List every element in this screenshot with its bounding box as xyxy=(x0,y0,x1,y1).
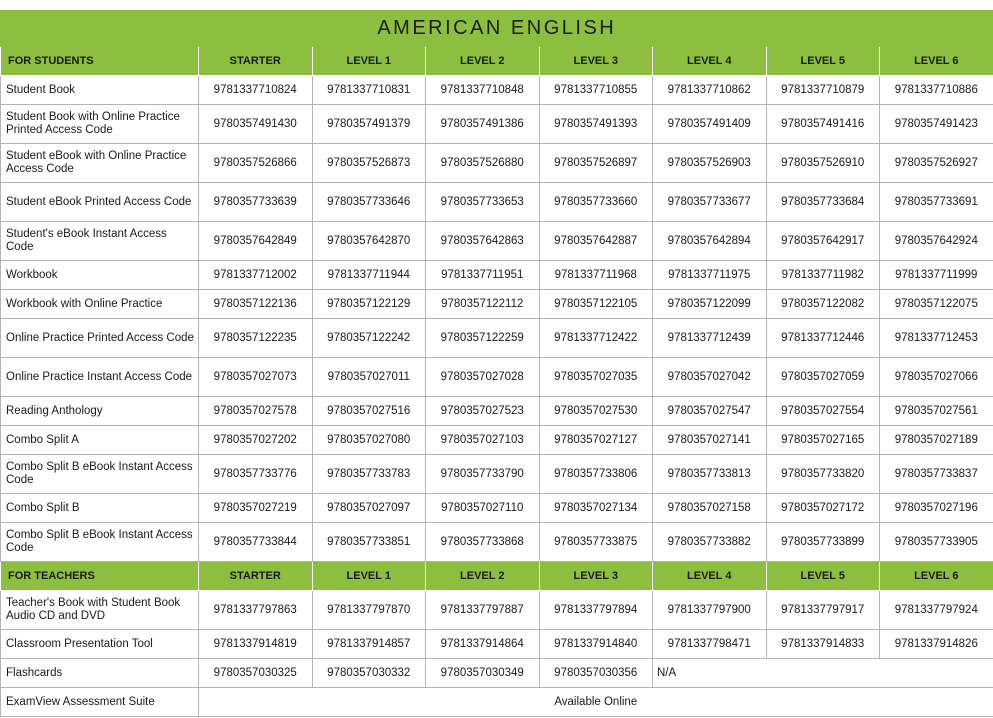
isbn-cell: 9780357030332 xyxy=(312,659,426,688)
isbn-cell: 9780357027578 xyxy=(199,397,313,426)
row-label: Reading Anthology xyxy=(1,397,199,426)
isbn-cell: 9780357030325 xyxy=(199,659,313,688)
isbn-cell: 9780357027141 xyxy=(653,426,767,455)
isbn-cell: 9780357491416 xyxy=(766,105,880,144)
isbn-cell: 9780357027080 xyxy=(312,426,426,455)
isbn-cell: 9780357027097 xyxy=(312,494,426,523)
isbn-cell: 9781337710879 xyxy=(766,76,880,105)
isbn-cell: 9780357733783 xyxy=(312,455,426,494)
isbn-cell: 9781337914833 xyxy=(766,630,880,659)
isbn-cell: 9780357733820 xyxy=(766,455,880,494)
isbn-cell: 9780357733653 xyxy=(426,183,540,222)
isbn-cell: 9780357733868 xyxy=(426,523,540,562)
table-row xyxy=(1,591,993,630)
isbn-cell: 9780357027110 xyxy=(426,494,540,523)
isbn-cell: 9780357491393 xyxy=(539,105,653,144)
isbn-cell: 9781337712453 xyxy=(880,319,993,358)
isbn-table-container xyxy=(0,10,993,717)
isbn-cell: 9781337797894 xyxy=(539,591,653,630)
availability-cell: Available Online xyxy=(199,688,993,717)
column-header: STARTER xyxy=(199,47,313,76)
isbn-cell: 9780357027523 xyxy=(426,397,540,426)
row-label: Student's eBook Instant Access Code xyxy=(1,222,199,261)
isbn-cell: 9780357122235 xyxy=(199,319,313,358)
isbn-cell: 9780357027202 xyxy=(199,426,313,455)
column-header: LEVEL 2 xyxy=(426,47,540,76)
column-header: LEVEL 2 xyxy=(426,562,540,591)
isbn-cell: 9781337914857 xyxy=(312,630,426,659)
table-row xyxy=(1,261,993,290)
isbn-cell: 9780357642870 xyxy=(312,222,426,261)
isbn-cell: 9781337710848 xyxy=(426,76,540,105)
isbn-cell: 9781337797917 xyxy=(766,591,880,630)
table-row xyxy=(1,688,993,717)
table-row xyxy=(1,358,993,397)
isbn-cell: 9780357122112 xyxy=(426,290,540,319)
row-label: Online Practice Instant Access Code xyxy=(1,358,199,397)
isbn-cell: 9781337914840 xyxy=(539,630,653,659)
table-row xyxy=(1,290,993,319)
isbn-cell: 9780357733660 xyxy=(539,183,653,222)
isbn-cell: 9781337711975 xyxy=(653,261,767,290)
isbn-cell: 9780357030349 xyxy=(426,659,540,688)
isbn-cell: 9780357027103 xyxy=(426,426,540,455)
row-label: Combo Split B eBook Instant Access Code xyxy=(1,523,199,562)
isbn-cell: 9780357122082 xyxy=(766,290,880,319)
row-label: Student eBook Printed Access Code xyxy=(1,183,199,222)
isbn-cell: 9780357027196 xyxy=(880,494,993,523)
isbn-cell: 9781337710831 xyxy=(312,76,426,105)
isbn-cell: 9780357491386 xyxy=(426,105,540,144)
isbn-cell: 9780357733813 xyxy=(653,455,767,494)
isbn-cell: 9780357642894 xyxy=(653,222,767,261)
isbn-cell: 9781337798471 xyxy=(653,630,767,659)
isbn-cell: 9781337914819 xyxy=(199,630,313,659)
isbn-cell: 9780357733875 xyxy=(539,523,653,562)
isbn-cell: 9780357733646 xyxy=(312,183,426,222)
row-label: Student Book xyxy=(1,76,199,105)
isbn-cell: 9780357733639 xyxy=(199,183,313,222)
column-header: LEVEL 5 xyxy=(766,562,880,591)
isbn-cell: 9780357526866 xyxy=(199,144,313,183)
table-row xyxy=(1,455,993,494)
isbn-cell: 9780357027066 xyxy=(880,358,993,397)
isbn-cell: 9780357122136 xyxy=(199,290,313,319)
isbn-cell: 9780357733851 xyxy=(312,523,426,562)
row-label: Student eBook with Online Practice Access Code xyxy=(1,144,199,183)
isbn-cell: 9780357027516 xyxy=(312,397,426,426)
column-header: LEVEL 1 xyxy=(312,47,426,76)
isbn-cell: 9781337914826 xyxy=(880,630,993,659)
column-header: LEVEL 4 xyxy=(653,47,767,76)
isbn-cell: 9781337797924 xyxy=(880,591,993,630)
isbn-cell: 9781337710855 xyxy=(539,76,653,105)
column-header: LEVEL 5 xyxy=(766,47,880,76)
isbn-cell: 9780357733691 xyxy=(880,183,993,222)
row-label: Combo Split A xyxy=(1,426,199,455)
row-label: Combo Split B xyxy=(1,494,199,523)
isbn-cell: 9780357122075 xyxy=(880,290,993,319)
row-label: Flashcards xyxy=(1,659,199,688)
isbn-cell: 9781337797870 xyxy=(312,591,426,630)
isbn-cell: 9781337711968 xyxy=(539,261,653,290)
isbn-cell: 9780357027189 xyxy=(880,426,993,455)
isbn-cell: 9780357733684 xyxy=(766,183,880,222)
isbn-cell: 9780357027158 xyxy=(653,494,767,523)
isbn-cell: 9780357733882 xyxy=(653,523,767,562)
row-label: Teacher's Book with Student Book Audio CD and DVD xyxy=(1,591,199,630)
isbn-cell: 9781337711982 xyxy=(766,261,880,290)
isbn-cell: 9780357526910 xyxy=(766,144,880,183)
column-header: LEVEL 4 xyxy=(653,562,767,591)
isbn-cell: 9780357733844 xyxy=(199,523,313,562)
isbn-cell: 9780357027134 xyxy=(539,494,653,523)
column-header: LEVEL 3 xyxy=(539,562,653,591)
not-available-cell: N/A xyxy=(653,659,993,688)
isbn-cell: 9780357642924 xyxy=(880,222,993,261)
isbn-cell: 9781337712002 xyxy=(199,261,313,290)
isbn-cell: 9781337711999 xyxy=(880,261,993,290)
row-label: Student Book with Online Practice Printed Access Code xyxy=(1,105,199,144)
isbn-cell: 9780357122105 xyxy=(539,290,653,319)
table-row xyxy=(1,222,993,261)
isbn-cell: 9780357526903 xyxy=(653,144,767,183)
table-row xyxy=(1,76,993,105)
isbn-cell: 9780357642917 xyxy=(766,222,880,261)
isbn-cell: 9780357491423 xyxy=(880,105,993,144)
isbn-cell: 9781337711944 xyxy=(312,261,426,290)
table-row xyxy=(1,319,993,358)
isbn-cell: 9780357122129 xyxy=(312,290,426,319)
teachers-section-label: FOR TEACHERS xyxy=(1,562,199,591)
isbn-cell: 9780357642887 xyxy=(539,222,653,261)
row-label: Online Practice Printed Access Code xyxy=(1,319,199,358)
students-section-label: FOR STUDENTS xyxy=(1,47,199,76)
isbn-cell: 9780357030356 xyxy=(539,659,653,688)
isbn-cell: 9780357642863 xyxy=(426,222,540,261)
isbn-cell: 9780357027561 xyxy=(880,397,993,426)
isbn-cell: 9780357027028 xyxy=(426,358,540,397)
table-row xyxy=(1,494,993,523)
row-label: Classroom Presentation Tool xyxy=(1,630,199,659)
isbn-cell: 9780357491379 xyxy=(312,105,426,144)
isbn-cell: 9780357027011 xyxy=(312,358,426,397)
table-row xyxy=(1,630,993,659)
isbn-cell: 9781337710886 xyxy=(880,76,993,105)
isbn-cell: 9780357526927 xyxy=(880,144,993,183)
students-header-row xyxy=(1,47,993,76)
isbn-cell: 9781337712446 xyxy=(766,319,880,358)
isbn-cell: 9781337797900 xyxy=(653,591,767,630)
isbn-cell: 9780357122259 xyxy=(426,319,540,358)
isbn-cell: 9780357642849 xyxy=(199,222,313,261)
row-label: Workbook with Online Practice xyxy=(1,290,199,319)
table-title: AMERICAN ENGLISH xyxy=(1,11,993,47)
isbn-cell: 9781337712422 xyxy=(539,319,653,358)
column-header: LEVEL 3 xyxy=(539,47,653,76)
isbn-cell: 9780357027127 xyxy=(539,426,653,455)
isbn-cell: 9780357122242 xyxy=(312,319,426,358)
column-header: STARTER xyxy=(199,562,313,591)
isbn-cell: 9781337710862 xyxy=(653,76,767,105)
row-label: Workbook xyxy=(1,261,199,290)
isbn-cell: 9781337914864 xyxy=(426,630,540,659)
isbn-cell: 9780357027073 xyxy=(199,358,313,397)
isbn-cell: 9780357733806 xyxy=(539,455,653,494)
isbn-cell: 9780357027554 xyxy=(766,397,880,426)
isbn-cell: 9780357491430 xyxy=(199,105,313,144)
table-row xyxy=(1,144,993,183)
isbn-cell: 9780357027219 xyxy=(199,494,313,523)
isbn-cell: 9780357526873 xyxy=(312,144,426,183)
isbn-cell: 9780357526897 xyxy=(539,144,653,183)
isbn-cell: 9780357027547 xyxy=(653,397,767,426)
isbn-cell: 9780357733776 xyxy=(199,455,313,494)
isbn-cell: 9780357027042 xyxy=(653,358,767,397)
table-row xyxy=(1,523,993,562)
table-row xyxy=(1,426,993,455)
isbn-cell: 9780357733905 xyxy=(880,523,993,562)
isbn-cell: 9780357122099 xyxy=(653,290,767,319)
isbn-cell: 9780357027059 xyxy=(766,358,880,397)
isbn-cell: 9780357733677 xyxy=(653,183,767,222)
isbn-cell: 9781337710824 xyxy=(199,76,313,105)
table-row xyxy=(1,183,993,222)
row-label: ExamView Assessment Suite xyxy=(1,688,199,717)
isbn-cell: 9780357027035 xyxy=(539,358,653,397)
isbn-cell: 9780357733837 xyxy=(880,455,993,494)
teachers-header-row xyxy=(1,562,993,591)
isbn-cell: 9781337711951 xyxy=(426,261,540,290)
isbn-cell: 9781337712439 xyxy=(653,319,767,358)
isbn-cell: 9781337797863 xyxy=(199,591,313,630)
isbn-cell: 9780357027165 xyxy=(766,426,880,455)
table-row xyxy=(1,659,993,688)
isbn-cell: 9780357027172 xyxy=(766,494,880,523)
row-label: Combo Split B eBook Instant Access Code xyxy=(1,455,199,494)
isbn-cell: 9780357526880 xyxy=(426,144,540,183)
isbn-table xyxy=(0,10,993,717)
column-header: LEVEL 1 xyxy=(312,562,426,591)
column-header: LEVEL 6 xyxy=(880,47,993,76)
isbn-cell: 9780357733790 xyxy=(426,455,540,494)
table-row xyxy=(1,105,993,144)
isbn-cell: 9780357027530 xyxy=(539,397,653,426)
column-header: LEVEL 6 xyxy=(880,562,993,591)
isbn-cell: 9780357733899 xyxy=(766,523,880,562)
table-row xyxy=(1,397,993,426)
table-body xyxy=(1,47,993,717)
isbn-cell: 9780357491409 xyxy=(653,105,767,144)
isbn-cell: 9781337797887 xyxy=(426,591,540,630)
